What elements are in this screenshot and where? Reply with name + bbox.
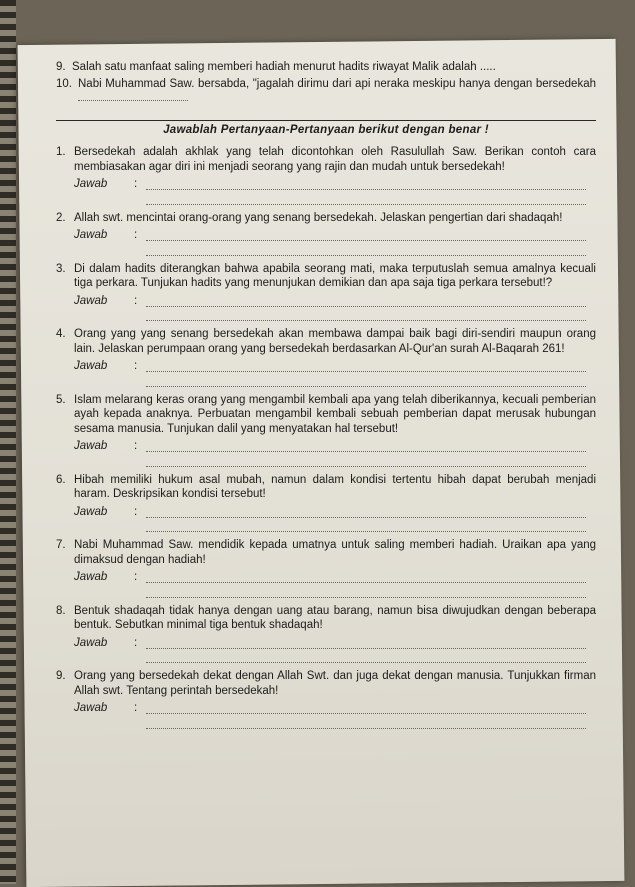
answer-line[interactable] [146, 359, 586, 372]
answer-row [74, 177, 596, 192]
question-text: Allah swt. mencintai orang-orang yang senang bersedekah. Jelaskan pengertian dari shadaqah! [74, 211, 563, 224]
answer-row [74, 570, 596, 585]
answer-row [74, 636, 596, 651]
answer-row [74, 439, 596, 454]
answer-line-2[interactable] [146, 724, 586, 729]
intro-item-9 [56, 60, 596, 75]
question-item [56, 145, 596, 174]
answer-line[interactable] [146, 294, 586, 307]
question-number: 5. [56, 393, 66, 406]
answer-line[interactable] [146, 228, 586, 241]
question-item [56, 604, 596, 633]
question-number: 9. [56, 670, 66, 682]
answer-line-2[interactable] [146, 251, 586, 256]
question-text: Nabi Muhammad Saw. mendidik kepada umatnya untuk saling memberi hadiah. Uraikan apa yang dimaksud dengan hadiah! [74, 539, 596, 566]
question-number: 6. [56, 473, 66, 486]
answer-line-2[interactable] [146, 658, 586, 663]
intro-text: Salah satu manfaat saling memberi hadiah menurut hadits riwayat Malik adalah ..... [72, 61, 496, 73]
answer-label: Jawab [74, 440, 108, 452]
answer-colon: : [134, 360, 138, 372]
answer-row [74, 701, 596, 716]
answer-row [74, 228, 596, 243]
answer-line-2[interactable] [146, 527, 586, 532]
question-text: Di dalam hadits diterangkan bahwa apabila seorang mati, maka terputuslah semua amalnya kecuali tiga perkara. Tunjukan hadits yang menunjukan demikian dan apa saja tiga perkara tersebut!? [74, 262, 596, 289]
answer-line[interactable] [146, 177, 586, 190]
question-item [56, 669, 596, 698]
answer-label: Jawab [74, 571, 108, 583]
answer-label: Jawab [74, 505, 108, 518]
answer-label: Jawab [74, 636, 108, 649]
answer-line-2[interactable] [146, 382, 586, 387]
answer-colon: : [134, 571, 138, 583]
question-number: 3. [56, 262, 66, 275]
binder-spine [0, 0, 16, 884]
question-item [56, 211, 596, 226]
question-text: Bersedekah adalah akhlak yang telah dicontohkan oleh Rasulullah Saw. Berikan contoh cara membiasakan agar diri ini menjadi seorang yang rajin dan mudah untuk bersedekah! [74, 146, 596, 173]
answer-line[interactable] [146, 570, 586, 583]
answer-colon: : [134, 294, 138, 307]
answer-colon: : [134, 702, 138, 714]
answer-colon: : [134, 440, 138, 452]
question-number: 7. [56, 539, 66, 551]
question-number: 4. [56, 328, 66, 340]
question-item [56, 327, 596, 356]
answer-colon: : [134, 505, 138, 518]
intro-item-10 [56, 77, 596, 106]
answer-line-2[interactable] [146, 593, 586, 598]
question-number: 1. [56, 146, 66, 158]
section-title: Jawablah Pertanyaan-Pertanyaan berikut dengan benar ! [56, 120, 596, 138]
question-text: Bentuk shadaqah tidak hanya dengan uang atau barang, namun bisa diwujudkan dengan beberapa bentuk. Sebutkan minimal tiga bentuk shadaqah! [74, 604, 596, 631]
answer-line[interactable] [146, 505, 586, 518]
answer-label: Jawab [74, 178, 108, 190]
answer-row [74, 294, 596, 309]
question-text: Orang yang yang senang bersedekah akan membawa dampai baik bagi diri-sendiri maupun orang lain. Jelaskan perumpaan orang yang bersedekah berdasarkan Al-Qur'an surah Al-Baqarah 261! [74, 328, 596, 355]
answer-label: Jawab [74, 294, 108, 307]
question-item [56, 538, 596, 567]
question-number: 2. [56, 211, 66, 224]
intro-number: 9. [56, 61, 66, 73]
answer-line[interactable] [146, 439, 586, 452]
answer-colon: : [134, 229, 138, 241]
answer-colon: : [134, 636, 138, 649]
answer-label: Jawab [74, 360, 108, 372]
question-item [56, 393, 596, 437]
question-number: 8. [56, 604, 66, 617]
question-text: Islam melarang keras orang yang mengambil kembali apa yang telah diberikannya, kecuali pemberian ayah kepada anaknya. Perbuatan mengambil kembali sebuah pemberian dapat merusak hubungan sesama manusia. Tunjukan dalil yang menyatakan hal tersebut! [74, 393, 596, 435]
answer-line-2[interactable] [146, 316, 586, 321]
answer-line[interactable] [146, 701, 586, 714]
question-text: Hibah memiliki hukum asal mubah, namun dalam kondisi tertentu hibah dapat berubah menjadi haram. Deskripsikan kondisi tersebut! [74, 473, 596, 500]
question-item [56, 473, 596, 502]
question-list [56, 145, 596, 729]
answer-row [74, 359, 596, 374]
answer-label: Jawab [74, 229, 108, 241]
answer-line-2[interactable] [146, 462, 586, 467]
answer-blank[interactable] [78, 91, 188, 101]
answer-colon: : [134, 178, 138, 190]
intro-number: 10. [56, 77, 72, 90]
answer-line-2[interactable] [146, 200, 586, 205]
answer-row [74, 505, 596, 520]
question-item [56, 262, 596, 291]
worksheet-content [56, 60, 596, 729]
question-text: Orang yang bersedekah dekat dengan Allah Swt. dan juga dekat dengan manusia. Tunjukkan firman Allah swt. Tentang perintah bersedekah! [74, 670, 596, 697]
answer-label: Jawab [74, 702, 108, 714]
answer-line[interactable] [146, 636, 586, 649]
intro-text: Nabi Muhammad Saw. bersabda, "jagalah dirimu dari api neraka meskipu hanya dengan bersedekah [78, 77, 596, 90]
